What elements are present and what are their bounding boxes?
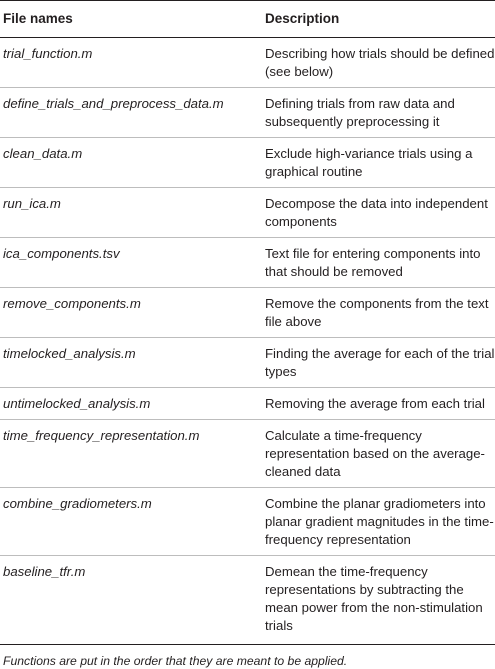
description-cell: Text file for entering components into that should be removed bbox=[262, 238, 495, 288]
file-name-cell: run_ica.m bbox=[0, 188, 262, 238]
table-row bbox=[0, 338, 495, 388]
table-row bbox=[0, 188, 495, 238]
table-header bbox=[0, 1, 495, 38]
table-row bbox=[0, 488, 495, 556]
table-row bbox=[0, 88, 495, 138]
file-name-cell: time_frequency_representation.m bbox=[0, 420, 262, 488]
file-name-cell: clean_data.m bbox=[0, 138, 262, 188]
file-name-cell: ica_components.tsv bbox=[0, 238, 262, 288]
description-cell: Finding the average for each of the trial types bbox=[262, 338, 495, 388]
table-row bbox=[0, 238, 495, 288]
table-row bbox=[0, 420, 495, 488]
file-name-cell: define_trials_and_preprocess_data.m bbox=[0, 88, 262, 138]
description-cell: Calculate a time-frequency representation based on the average-cleaned data bbox=[262, 420, 495, 488]
description-cell: Combine the planar gradiometers into planar gradient magnitudes in the time-frequency representation bbox=[262, 488, 495, 556]
header-description: Description bbox=[262, 1, 495, 38]
file-name-cell: timelocked_analysis.m bbox=[0, 338, 262, 388]
table-row bbox=[0, 38, 495, 88]
table-row bbox=[0, 138, 495, 188]
file-name-cell: untimelocked_analysis.m bbox=[0, 388, 262, 420]
table-footnote: Functions are put in the order that they are meant to be applied. bbox=[3, 654, 348, 668]
description-cell: Removing the average from each trial bbox=[262, 388, 495, 420]
file-name-cell: remove_components.m bbox=[0, 288, 262, 338]
description-cell: Demean the time-frequency representations by subtracting the mean power from the non-stimulation trials bbox=[262, 556, 495, 645]
file-name-cell: baseline_tfr.m bbox=[0, 556, 262, 645]
table-row bbox=[0, 556, 495, 645]
table-row bbox=[0, 388, 495, 420]
table-body bbox=[0, 38, 495, 645]
file-name-cell: trial_function.m bbox=[0, 38, 262, 88]
file-name-cell: combine_gradiometers.m bbox=[0, 488, 262, 556]
header-file-names: File names bbox=[0, 1, 262, 38]
description-cell: Describing how trials should be defined (see below) bbox=[262, 38, 495, 88]
header-row bbox=[0, 1, 495, 38]
table-row bbox=[0, 288, 495, 338]
description-cell: Defining trials from raw data and subsequently preprocessing it bbox=[262, 88, 495, 138]
description-cell: Decompose the data into independent components bbox=[262, 188, 495, 238]
description-cell: Remove the components from the text file above bbox=[262, 288, 495, 338]
description-cell: Exclude high-variance trials using a graphical routine bbox=[262, 138, 495, 188]
